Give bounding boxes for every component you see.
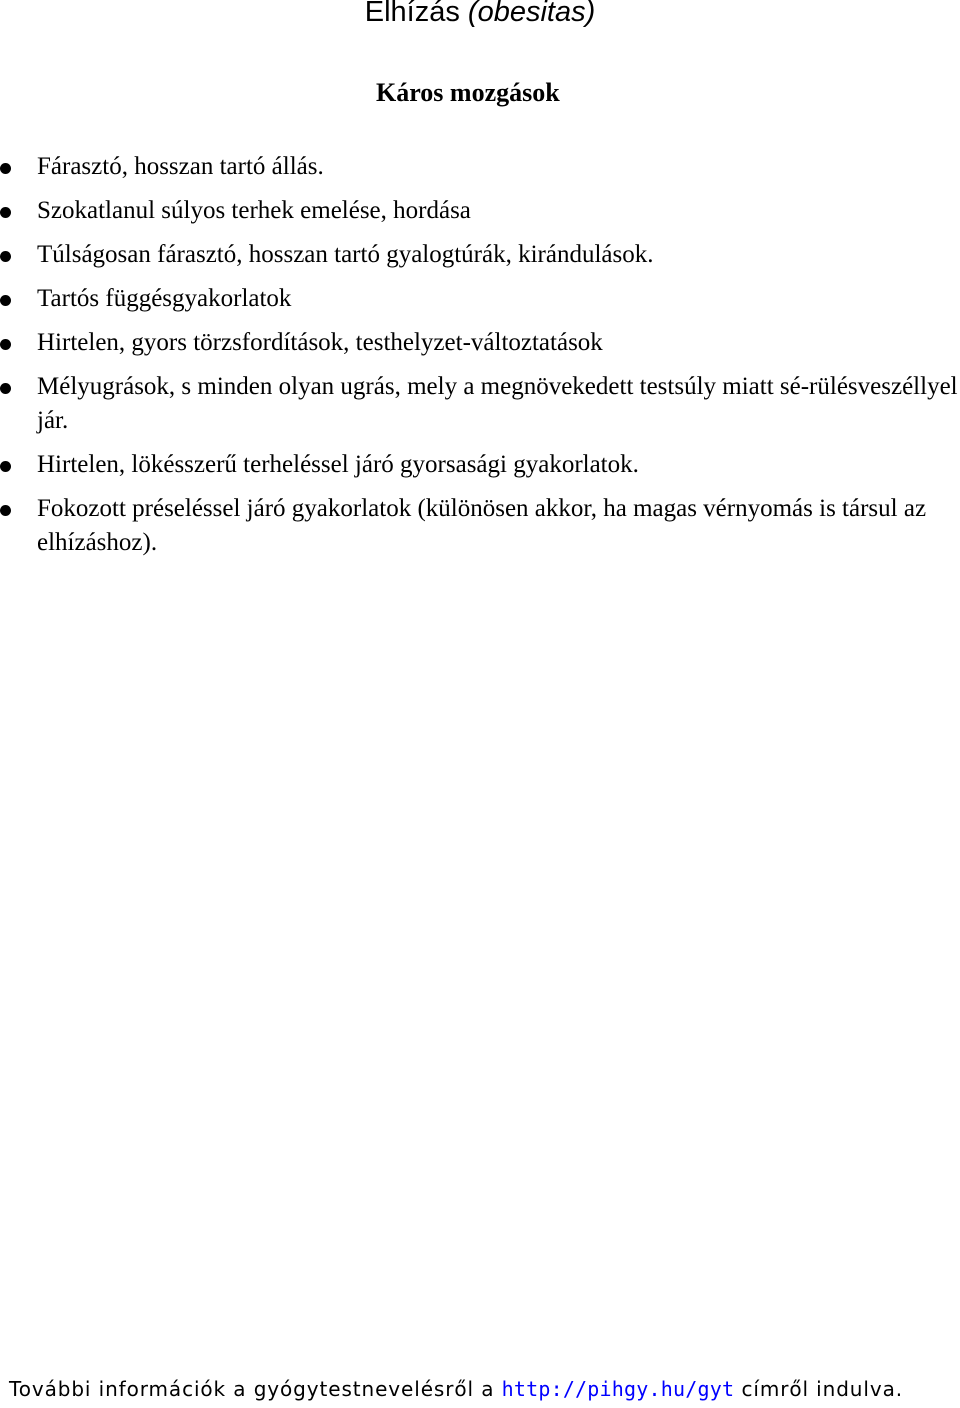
bullet-icon (0, 461, 11, 472)
list-item-text: Szokatlanul súlyos terhek emelése, hordása (37, 197, 471, 224)
list-item-text: Hirtelen, gyors törzsfordítások, testhelyzet-változtatások (37, 329, 603, 356)
bullet-icon (0, 383, 11, 394)
list-item-text: Mélyugrások, s minden olyan ugrás, mely a megnövekedett testsúly miatt sé-rülésveszéllyel jár. (37, 373, 958, 434)
list-item-text: Fokozott préseléssel járó gyakorlatok (különösen akkor, ha magas vérnyomás is társul az elhízáshoz). (37, 495, 927, 556)
list-item (0, 326, 960, 360)
bullet-icon (0, 163, 11, 174)
list-item (0, 150, 960, 184)
list-item (0, 238, 960, 272)
list-item (0, 370, 960, 438)
list-item (0, 194, 960, 228)
footer (9, 1376, 903, 1402)
list-item (0, 282, 960, 316)
list-item-text: Fárasztó, hosszan tartó állás. (37, 153, 324, 180)
list-item (0, 448, 960, 482)
footer-link[interactable]: http://pihgy.hu/gyt (501, 1377, 735, 1401)
section-heading: Káros mozgások (376, 78, 560, 107)
bullet-icon (0, 207, 11, 218)
harmful-movements-list (0, 150, 960, 570)
page-title-main: Elhízás (364, 0, 468, 28)
bullet-icon (0, 295, 11, 306)
footer-prefix: További információk a gyógytestnevelésről a (9, 1377, 502, 1401)
bullet-icon (0, 505, 11, 516)
bullet-icon (0, 339, 11, 350)
bullet-icon (0, 251, 11, 262)
page-title-latin: (obesitas) (467, 0, 596, 28)
page-title (0, 0, 960, 30)
list-item-text: Hirtelen, lökésszerű terheléssel járó gyorsasági gyakorlatok. (37, 451, 639, 478)
list-item (0, 492, 960, 560)
list-item-text: Tartós függésgyakorlatok (37, 285, 292, 312)
list-item-text: Túlságosan fárasztó, hosszan tartó gyalogtúrák, kirándulások. (37, 241, 654, 268)
footer-suffix: címről indulva. (734, 1377, 903, 1401)
